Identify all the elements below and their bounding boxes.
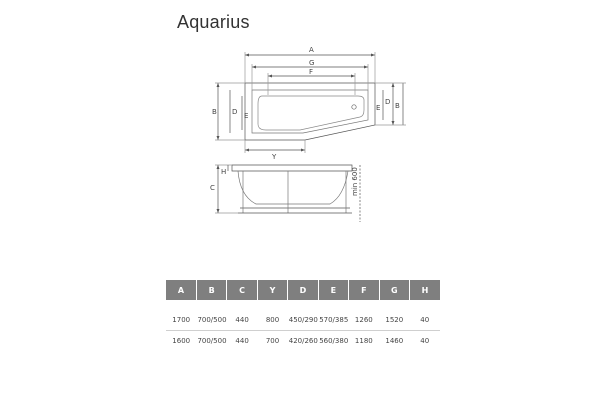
cell-h: 40 [420,316,430,324]
dim-label-g: G [309,59,315,67]
dim-label-y: Y [272,153,277,161]
cell-d: 450/290 [288,316,318,324]
dim-label-a: A [309,46,314,54]
header-g: G [379,280,409,300]
dim-label-b-right: B [395,102,400,110]
product-title: Aquarius [177,12,250,32]
cell-b: 700/500 [197,316,227,324]
table-header-row [166,280,440,300]
cell-h: 40 [410,331,441,352]
cell-y: 800 [265,316,280,324]
dim-label-e-right: E [376,104,381,112]
header-b: B [196,280,226,300]
header-d: D [288,280,318,300]
dim-label-b-left: B [212,108,217,116]
dim-label-c: C [210,184,215,192]
table-row [166,331,440,352]
cell-c: 440 [227,331,257,352]
table-spacer [166,300,440,310]
header-h: H [410,280,441,300]
cell-a: 1700 [172,316,191,324]
cell-b: 700/500 [196,331,226,352]
drain-icon [352,105,356,109]
cell-c: 440 [235,316,249,324]
cell-g: 1520 [385,316,404,324]
side-view-rim [232,165,352,171]
cell-f: 1260 [354,316,373,324]
cell-a: 1600 [166,331,196,352]
table-row [166,310,440,331]
dim-label-min-600: min 600 [351,167,359,196]
cell-d: 420/260 [288,331,318,352]
cell-y: 700 [257,331,287,352]
dimensions-table [166,280,440,351]
dim-label-h: H [221,168,227,176]
header-e: E [318,280,348,300]
cell-g: 1460 [379,331,409,352]
header-f: F [349,280,379,300]
header-a: A [166,280,196,300]
cell-f: 1180 [349,331,379,352]
dim-label-d-left: D [232,108,238,116]
cell-e: 560/380 [318,331,348,352]
header-c: C [227,280,257,300]
dim-label-d-right: D [385,98,391,106]
cell-e: 570/385 [319,316,349,324]
dim-label-e-left: E [244,112,249,120]
header-y: Y [257,280,287,300]
dim-label-f: F [309,68,314,76]
